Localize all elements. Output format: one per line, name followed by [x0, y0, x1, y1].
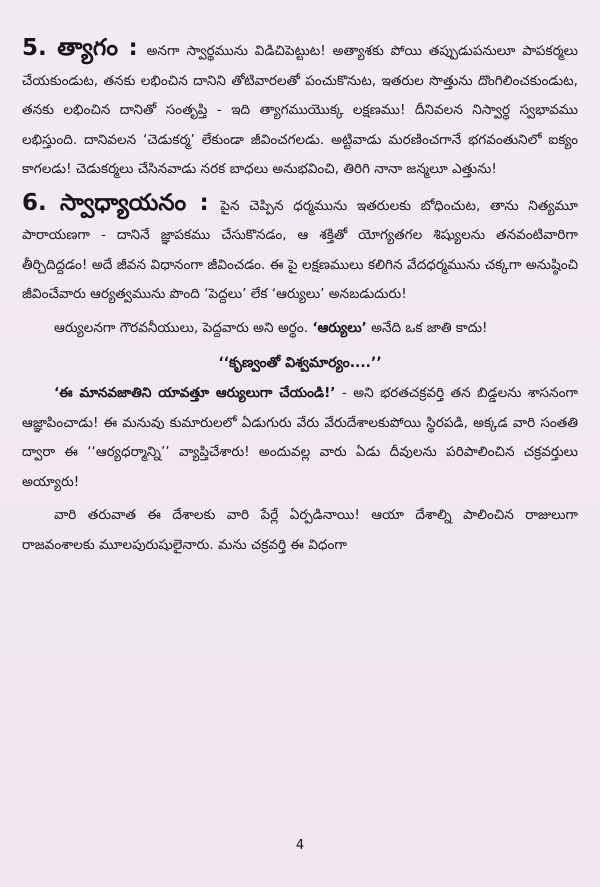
aryulu-text-start: ఆర్యులనగా గౌరవనీయులు, పెద్దవారు అని అర్థం. [54, 319, 313, 336]
quote-title: ‘‘కృణ్వంతో విశ్వమార్యం....’’ [218, 355, 382, 371]
aryulu-emphasis: ‘ఆర్యులు’ [312, 319, 367, 336]
section-body-swadhyayanam: పైన చెప్పిన ధర్మమును ఇతరులకు బోధించుట, తాను నిత్యమూ పారాయణగా - దానినే జ్ఞాపకము చేసుకొనడం, ఆ శక్తితో యోగ్యతగల శిష్యులను తనవంటివారిగా తీర్చిదిద్దడం! అదే జీవన విధానంగా జీవించడం. ఈ పై లక్షణములు కలిగిన వేదధర్మమును చక్కగా అనుష్ఠించి జీవించేవారు ఆర్యత్వమును పొంది ‘పెద్దలు’ లేక ‘ఆర్యులు’ అనబడుదురు! [22, 197, 578, 302]
section-tyagam [22, 34, 578, 185]
paragraph-last: వారి తరువాత ఈ దేశాలకు వారి పేర్లే ఏర్పడినాయి! ఆయా దేశాల్ని పాలించిన రాజులుగా రాజవంశాలకు మూలపురుషులైనారు. మను చక్రవర్తి ఈ విధంగా [22, 507, 578, 553]
section-swadhyayanam [22, 189, 578, 310]
section-heading-tyagam: 5. త్యాగం : [22, 35, 138, 61]
bharata-quote: ‘ఈ మానవజాతిని యావత్తూ ఆర్యులుగా చేయండి!’ [54, 385, 336, 401]
paragraph-aryulu [22, 314, 578, 344]
aryulu-text-end: అనేది ఒక జాతి కాదు! [366, 319, 488, 336]
paragraph-bharata [22, 379, 578, 497]
bharata-text: - అని భరతచక్రవర్తి తన బిడ్డలను శాసనంగా ఆజ్ఞాపించాడు! ఈ మనువు కుమారులలో ఏడుగురు వేరు వేరుదేశాలకుపోయి స్థిరపడి, అక్కడ వారి సంతతి ద్వారా ఈ ‘‘ఆర్యధర్మాన్ని’’ వ్యాప్తిచేశారు! అందువల్ల వారు ఏడు దీవులను పరిపాలించిన చక్రవర్తులు అయ్యారు! [22, 385, 579, 490]
section-heading-swadhyayanam: 6. స్వాధ్యాయనం : [22, 189, 209, 216]
section-body-tyagam: అనగా స్వార్థమును విడిచిపెట్టుట! అత్యాశకు పోయి తప్పుడుపనులూ పాపకర్మలు చేయకుండుట, తనకు లభించిన దానిని తోటివారలతో పంచుకొనుట, ఇతరుల సొత్తును దొంగిలించకుండుట, తనకు లభించిన దానితో సంతృప్తి - ఇది త్యాగముయొక్క లక్షణము! దీనివలన నిస్వార్థ స్వభావము లభిస్తుంది. దానివలన ‘చెడుకర్మ’ లేకుండా జీవించగలడు. అట్టివాడు మరణించగానే భగవంతునిలో ఐక్యం కాగలడు! చెడుకర్మలు చేసినవాడు నరక బాధలు అనుభవించి, తిరిగి నానా జన్మలూ ఎత్తును! [22, 43, 578, 177]
page-number: 4 [295, 838, 305, 853]
